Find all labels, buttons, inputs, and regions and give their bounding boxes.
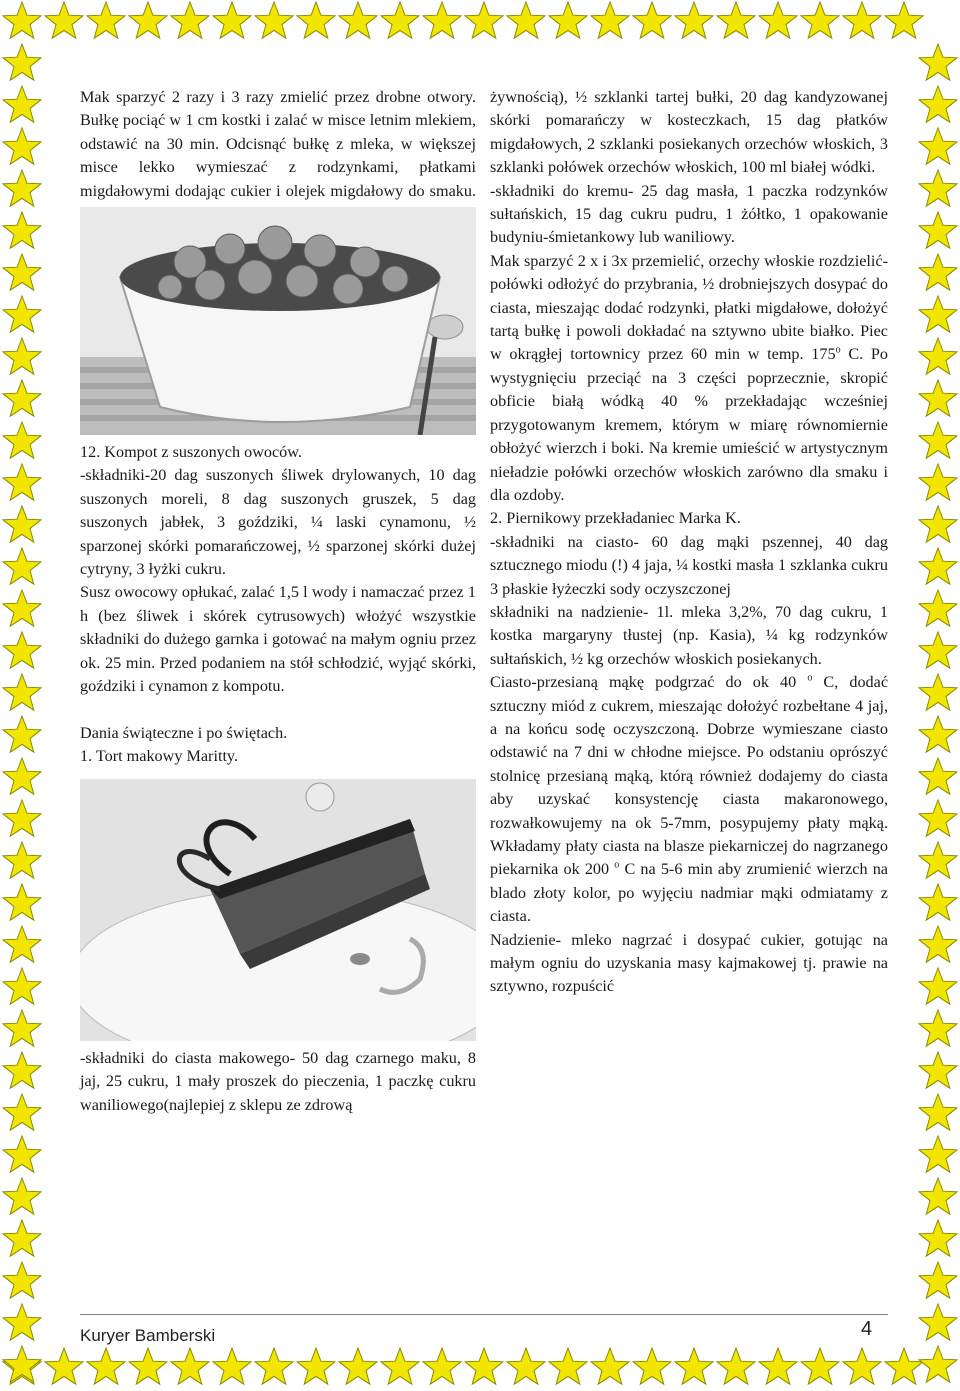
star-icon [381,1348,419,1384]
page-number: 4 [861,1318,873,1340]
star-icon [919,926,957,962]
section-title: Dania świąteczne i po świętach. [80,723,288,742]
star-icon [171,2,209,38]
degree-sign: o [614,860,620,872]
star-icon [759,2,797,38]
star-icon [919,464,957,500]
star-icon [919,422,957,458]
star-icon [213,1348,251,1384]
star-icon [919,884,957,920]
recipe-1-ingredients-start: -składniki do ciasta makowego- 50 dag czarnego maku, 8 jaj, 25 cukru, 1 mały proszek do pieczenia, 1 paczkę cukru waniliowego(najlepiej z sklepu ze zdrową [80,1048,476,1114]
star-icon [339,2,377,38]
star-icon [3,44,41,80]
star-icon [3,632,41,668]
star-icon [213,2,251,38]
star-icon [45,1348,83,1384]
star-icon [3,800,41,836]
star-icon [507,2,545,38]
star-icon [919,632,957,668]
recipe-12-method: Susz owocowy opłukać, zalać 1,5 l wody i namaczać przez 1 h (bez śliwek i skórek cytrusowych) włożyć wszystkie składniki do dużego garnka i gotować na małym ogniu przez ok. 25 min. Przed podaniem na stół schłodzić, wyjąć skórki, goździki i cynamon z kompotu. [80,583,476,696]
star-icon [3,338,41,374]
star-icon [171,1348,209,1384]
star-icon [3,170,41,206]
star-icon [3,464,41,500]
star-icon [297,2,335,38]
star-icon [3,1052,41,1088]
star-icon [3,548,41,584]
star-icon [675,2,713,38]
star-icon [3,1010,41,1046]
star-icon [919,296,957,332]
star-icon [801,1348,839,1384]
star-icon [549,1348,587,1384]
star-icon [801,2,839,38]
star-icon [3,758,41,794]
bowl-photo [80,207,476,435]
star-icon [591,2,629,38]
star-icon [423,2,461,38]
star-icon [591,1348,629,1384]
degree-sign: o [807,672,813,684]
star-icon [381,2,419,38]
footer-divider [80,1314,888,1315]
star-icon [919,590,957,626]
star-icon [87,1348,125,1384]
star-icon [255,1348,293,1384]
star-icon [87,2,125,38]
star-icon [919,1136,957,1172]
star-icon [549,2,587,38]
recipe-12-title: 12. Kompot z suszonych owoców. [80,443,302,462]
poppy-seed-intro-paragraph: Mak sparzyć 2 razy i 3 razy zmielić przez drobne otwory. Bułkę pociąć w 1 cm kostki i zalać w misce letnim mlekiem, odstawić na 30 min. Odcisnąć bułkę z mleka, w większej misce lekko wymieszać z rodzynkami, płatkami migdałowymi dodając cukier i olejek migdałowy do smaku. [80,88,476,200]
star-icon [507,1348,545,1384]
star-icon [919,128,957,164]
star-icon [919,86,957,122]
star-icon [339,1348,377,1384]
star-icon [3,674,41,710]
star-icon [3,506,41,542]
recipe-1-title: 1. Tort makowy Maritty. [80,747,239,766]
star-icon [3,128,41,164]
star-icon [919,716,957,752]
star-icon [843,2,881,38]
star-icon [3,422,41,458]
star-icon [919,1052,957,1088]
star-icon [45,2,83,38]
star-icon [3,1220,41,1256]
star-icon [843,1348,881,1384]
star-icon [129,2,167,38]
star-icon [3,296,41,332]
star-icon [919,758,957,794]
star-icon [919,674,957,710]
star-icon [465,2,503,38]
recipe-1-method: Mak sparzyć 2 x i 3x przemielić, orzechy włoskie rozdzielić- połówki odłożyć do przybrania, ½ drobniejszych dosypać do ciasta, mieszając dodać rodzynki, płatki migdałowe, dołożyć tartą bułkę i powoli dokładać na sztywno ubite białko. Piec w okrągłej tortownicy przez 60 min w temp. 175$^o$ C. Po wystygnięciu przeciąć na 3 części poprzecznie, skropić obficie białą wódką 40 % przekładając wcześniej przygotowanym kremem, którym w miarę równomiernie obłożyć wierzch i boki. Na kremie umieścić w artystycznym nieładzie połówki orzechów włoskich zarówno dla smaku i dla ozdoby. [490,251,888,504]
star-icon [919,44,957,80]
star-icon [3,86,41,122]
star-icon [3,1262,41,1298]
star-icon [919,506,957,542]
star-icon [919,212,957,248]
star-icon [465,1348,503,1384]
star-icon [717,2,755,38]
star-icon [885,2,923,38]
star-icon [3,926,41,962]
star-icon [3,380,41,416]
star-icon [919,968,957,1004]
star-icon [919,1094,957,1130]
star-icon [919,1262,957,1298]
star-icon [3,2,41,38]
star-icon [297,1348,335,1384]
recipe-2-filling-method: Nadzienie- mleko nagrzać i dosypać cukier, gotując na małym ogniu do uzyskania masy kajmakowej tj. prawie na sztywno, rozpuścić [490,930,888,996]
star-icon [633,1348,671,1384]
star-icon [919,1178,957,1214]
recipe-2-title: 2. Piernikowy przekładaniec Marka K. [490,509,741,528]
star-icon [919,842,957,878]
star-icon [919,548,957,584]
recipe-2-dough-ingredients: -składniki na ciasto- 60 dag mąki pszennej, 40 dag sztucznego miodu (!) 4 jaja, ¼ kostki masła 1 szklanka cukru 3 płaskie łyżeczki sody oczyszczonej [490,532,888,598]
degree-sign: o [835,345,841,357]
star-icon [633,2,671,38]
star-icon [919,254,957,290]
star-icon [3,884,41,920]
star-icon [3,1304,41,1340]
star-icon [919,1010,957,1046]
star-icon [919,338,957,374]
right-column [490,86,888,999]
star-icon [129,1348,167,1384]
star-icon [3,1178,41,1214]
star-icon [919,380,957,416]
recipe-2-filling-ingredients: składniki na nadzienie- 1l. mleka 3,2%, 70 dag cukru, 1 kostka margaryny tłustej (np. Kasia), ¼ kg rodzynków sułtańskich, ½ kg orzechów włoskich posiekanych. [490,602,888,668]
star-icon [3,1136,41,1172]
cake-photo [80,779,476,1041]
star-icon [919,800,957,836]
cream-ingredients: -składniki do kremu- 25 dag masła, 1 paczka rodzynków sułtańskich, 15 dag cukru pudru, 1 żółtko, 1 opakowanie budyniu-śmietankowy lub waniliowy. [490,181,888,247]
star-icon [919,1220,957,1256]
star-icon [3,590,41,626]
star-icon [717,1348,755,1384]
left-column [80,86,476,1117]
star-icon [3,212,41,248]
star-icon [919,1346,957,1382]
recipe-12-ingredients: -składniki-20 dag suszonych śliwek drylowanych, 10 dag suszonych moreli, 8 dag suszonych gruszek, 5 dag suszonych jabłek, 3 goździki, ¼ laski cynamonu, ½ sparzonej skórki pomarańczowej, ½ sparzonej skórki dużej cytryny, 3 łyżki cukru. [80,466,476,579]
star-icon [255,2,293,38]
star-icon [3,716,41,752]
star-icon [3,1094,41,1130]
star-icon [3,842,41,878]
star-icon [919,1304,957,1340]
star-icon [423,1348,461,1384]
star-icon [3,254,41,290]
publication-name: Kuryer Bamberski [80,1326,216,1345]
recipe-1-ingredients-continued: żywnością), ½ szklanki tartej bułki, 20 dag kandyzowanej skórki pomarańczy w kosteczkach, 15 dag płatków migdałowych, 2 szklanki posiekanych orzechów włoskich, 3 szklanki połówek orzechów włoskich, 100 ml białej wódki. [490,88,888,177]
star-icon [885,1348,923,1384]
star-icon [675,1348,713,1384]
star-icon [759,1348,797,1384]
star-icon [919,170,957,206]
recipe-2-method: Ciasto-przesianą mąkę podgrzać do ok 40 $^o$ C, dodać sztuczny miód z cukrem, mieszając dołożyć rozbełtane 4 jaj, a na końcu sodę oczyszczoną. Dobrze wymieszane ciasto odstawić na 7 dni w chłodne miejsce. Po odstaniu oprószyć stolnicę przesianą mąką, którą również dodajemy do ciasta aby uzyskać konsystencję ciasta makaronowego, rozwałkowujemy na ok 5-7mm, posypujemy płaty mąką. Wkładamy płaty ciasta na blasze piekarniczej do nagrzanego piekarnika ok 200 $^o$ C na 5-6 min aby zrumienić wierzch na blado złoty kolor, po wyjęciu nadmiar mąki odmiatamy z ciasta. [490,672,889,926]
star-icon [3,968,41,1004]
